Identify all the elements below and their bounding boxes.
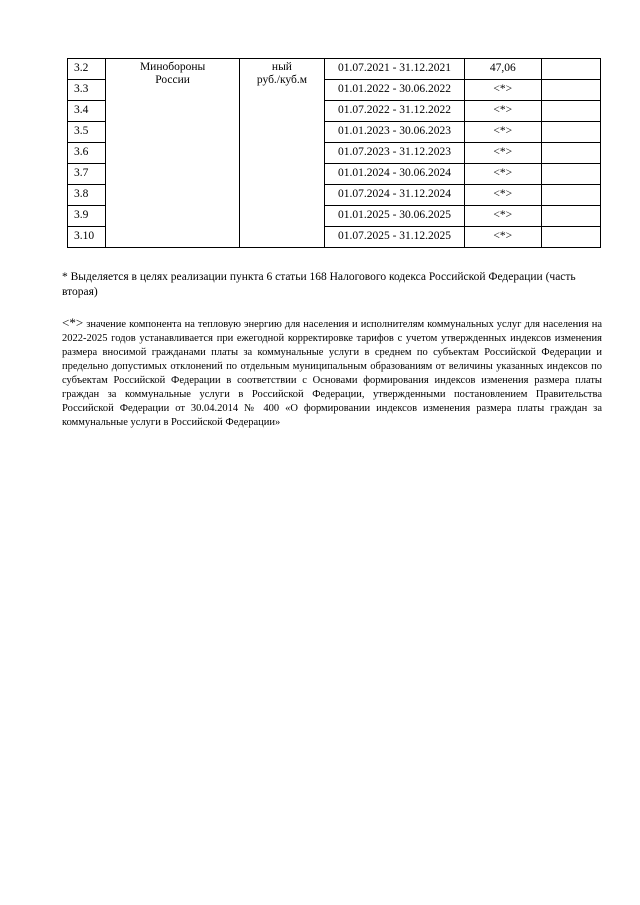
empty-cell bbox=[541, 80, 601, 101]
row-number: 3.3 bbox=[68, 80, 106, 101]
value-cell: <*> bbox=[465, 101, 541, 122]
unit-cell bbox=[239, 59, 324, 248]
empty-cell bbox=[541, 122, 601, 143]
unit-line: руб./куб.м bbox=[256, 74, 308, 87]
period-cell: 01.01.2024 - 30.06.2024 bbox=[324, 164, 464, 185]
value-cell: <*> bbox=[465, 185, 541, 206]
value-cell: <*> bbox=[465, 122, 541, 143]
value-cell: 47,06 bbox=[465, 59, 541, 80]
empty-cell bbox=[541, 185, 601, 206]
period-cell: 01.07.2022 - 31.12.2022 bbox=[324, 101, 464, 122]
row-number: 3.9 bbox=[68, 206, 106, 227]
empty-cell bbox=[541, 143, 601, 164]
value-cell: <*> bbox=[465, 164, 541, 185]
period-cell: 01.07.2021 - 31.12.2021 bbox=[324, 59, 464, 80]
footnote-component-value bbox=[62, 316, 602, 430]
row-number: 3.6 bbox=[68, 143, 106, 164]
table-row bbox=[68, 59, 601, 80]
value-cell: <*> bbox=[465, 80, 541, 101]
period-cell: 01.07.2024 - 31.12.2024 bbox=[324, 185, 464, 206]
empty-cell bbox=[541, 227, 601, 248]
row-number: 3.5 bbox=[68, 122, 106, 143]
period-cell: 01.01.2025 - 30.06.2025 bbox=[324, 206, 464, 227]
organization-line: Минобороны bbox=[139, 61, 206, 73]
row-number: 3.2 bbox=[68, 59, 106, 80]
footnote-marker: <*> bbox=[62, 315, 84, 330]
row-number: 3.10 bbox=[68, 227, 106, 248]
empty-cell bbox=[541, 59, 601, 80]
empty-cell bbox=[541, 101, 601, 122]
value-cell: <*> bbox=[465, 143, 541, 164]
footnote-text: значение компонента на тепловую энергию для населения и исполнителям коммунальных услуг для населения на 2022-2025 годов устанавливается при ежегодной корректировке тарифов с учетом утвержденных индексов изменения размера вносимой гражданами платы за коммунальные услуги в среднем по субъектам Российской Федерации и предельно допустимых отклонений по отдельным муниципальным образованиям от величины указанных индексов по субъектам Российской Федерации в соответствии с Основами формирования индексов изменения размера платы граждан за коммунальные услуги в Российской Федерации, утвержденными постановлением Правительства Российской Федерации от 30.04.2014 № 400 «О формировании индексов изменения размера платы граждан за коммунальные услуги в Российской Федерации» bbox=[62, 319, 602, 428]
period-cell: 01.01.2023 - 30.06.2023 bbox=[324, 122, 464, 143]
footnote-tax: * Выделяется в целях реализации пункта 6 статьи 168 Налогового кодекса Российской Федерации (часть вторая) bbox=[62, 271, 576, 298]
value-cell: <*> bbox=[465, 227, 541, 248]
row-number: 3.8 bbox=[68, 185, 106, 206]
tariff-table bbox=[67, 58, 601, 248]
period-cell: 01.07.2023 - 31.12.2023 bbox=[324, 143, 464, 164]
organization-cell bbox=[106, 59, 240, 248]
empty-cell bbox=[541, 164, 601, 185]
row-number: 3.4 bbox=[68, 101, 106, 122]
value-cell: <*> bbox=[465, 206, 541, 227]
empty-cell bbox=[541, 206, 601, 227]
row-number: 3.7 bbox=[68, 164, 106, 185]
unit-line: ный bbox=[271, 61, 292, 73]
period-cell: 01.01.2022 - 30.06.2022 bbox=[324, 80, 464, 101]
organization-line: России bbox=[155, 74, 190, 87]
period-cell: 01.07.2025 - 31.12.2025 bbox=[324, 227, 464, 248]
